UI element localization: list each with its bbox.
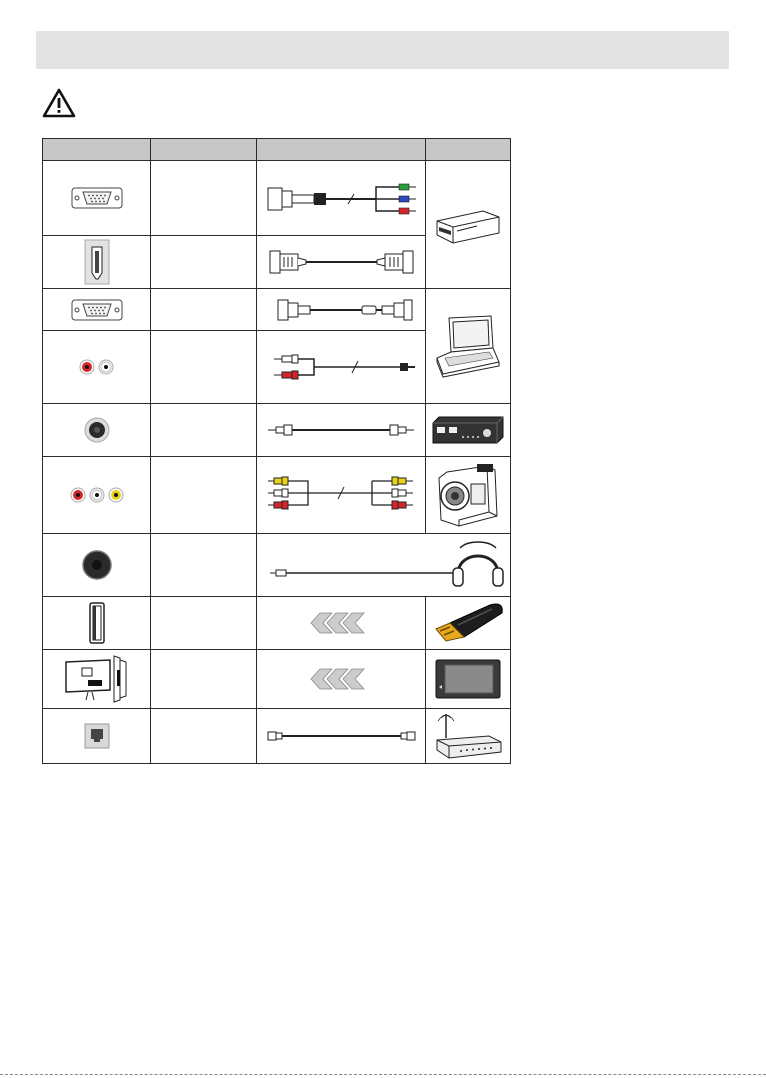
table-row xyxy=(43,161,511,236)
av-port-cell xyxy=(43,457,151,534)
type-cell xyxy=(151,534,257,597)
headphone-cable-cell xyxy=(257,534,511,597)
device-cell-dvd xyxy=(426,161,511,289)
type-cell xyxy=(151,597,257,650)
ethernet-cable-icon xyxy=(264,728,419,744)
usb-port-cell xyxy=(43,597,151,650)
headphone-jack-icon xyxy=(81,549,113,581)
insert-arrows-icon xyxy=(310,612,372,634)
headphones-icon xyxy=(453,542,503,586)
table-row xyxy=(43,534,511,597)
type-cell xyxy=(151,650,257,709)
column-header-cables xyxy=(257,139,426,161)
vga-port-icon xyxy=(71,299,123,321)
cable-cell xyxy=(257,404,426,457)
device-cell-ci-module xyxy=(426,650,511,709)
type-cell xyxy=(151,404,257,457)
table-row xyxy=(43,597,511,650)
table-row xyxy=(43,650,511,709)
type-cell xyxy=(151,457,257,534)
column-header-connector xyxy=(43,139,151,161)
av-rca-cable-icon xyxy=(264,473,419,517)
column-header-type xyxy=(151,139,257,161)
coaxial-cable-icon xyxy=(264,420,419,440)
vga-port-icon xyxy=(71,187,123,209)
hdmi-port-icon xyxy=(84,239,110,285)
ethernet-port-icon xyxy=(84,723,110,749)
audio-amplifier-icon xyxy=(431,415,505,445)
laptop-icon xyxy=(435,314,501,378)
headphone-port-cell xyxy=(43,534,151,597)
table-row xyxy=(43,404,511,457)
cable-cell xyxy=(257,457,426,534)
device-cell-camcorder xyxy=(426,457,511,534)
router-icon xyxy=(433,712,503,760)
type-cell xyxy=(151,331,257,404)
device-cell-laptop xyxy=(426,289,511,404)
column-header-device xyxy=(426,139,511,161)
vga-port-cell xyxy=(43,161,151,236)
spdif-coax-port-icon xyxy=(83,416,111,444)
audio-in-rca-port-icon xyxy=(77,357,117,377)
cable-cell xyxy=(257,709,426,764)
ci-slot-icon xyxy=(62,654,132,704)
device-cell-amplifier xyxy=(426,404,511,457)
headphone-cable-icon xyxy=(260,540,508,590)
usb-stick-icon xyxy=(430,603,506,643)
vga-to-component-cable-icon xyxy=(264,178,419,218)
type-cell xyxy=(151,161,257,236)
table-row xyxy=(43,457,511,534)
vga-port-cell xyxy=(43,289,151,331)
arrows-cell xyxy=(257,650,426,709)
hdmi-port-cell xyxy=(43,236,151,289)
type-cell xyxy=(151,709,257,764)
hdmi-cable-icon xyxy=(264,245,419,279)
av-rca-ports-icon xyxy=(68,485,126,505)
vga-cable-icon xyxy=(264,296,419,324)
dvd-player-icon xyxy=(433,205,503,245)
usb-port-icon xyxy=(89,602,105,644)
cable-cell xyxy=(257,289,426,331)
arrows-cell xyxy=(257,597,426,650)
connections-table xyxy=(42,138,511,764)
audio-port-cell xyxy=(43,331,151,404)
table-row xyxy=(43,289,511,331)
table-header-row xyxy=(43,139,511,161)
table-row xyxy=(43,709,511,764)
ci-cam-module-icon xyxy=(435,659,501,699)
spdif-port-cell xyxy=(43,404,151,457)
warning-icon xyxy=(42,88,76,118)
device-cell-router xyxy=(426,709,511,764)
cable-cell xyxy=(257,236,426,289)
camcorder-icon xyxy=(433,462,503,528)
ci-slot-cell xyxy=(43,650,151,709)
insert-arrows-icon xyxy=(310,668,372,690)
type-cell xyxy=(151,289,257,331)
section-header-bar xyxy=(36,31,729,69)
cable-cell xyxy=(257,161,426,236)
type-cell xyxy=(151,236,257,289)
page-footer-rule xyxy=(0,1074,766,1075)
cable-cell xyxy=(257,331,426,404)
ethernet-port-cell xyxy=(43,709,151,764)
rca-to-jack-cable-icon xyxy=(264,347,419,387)
device-cell-usb-stick xyxy=(426,597,511,650)
